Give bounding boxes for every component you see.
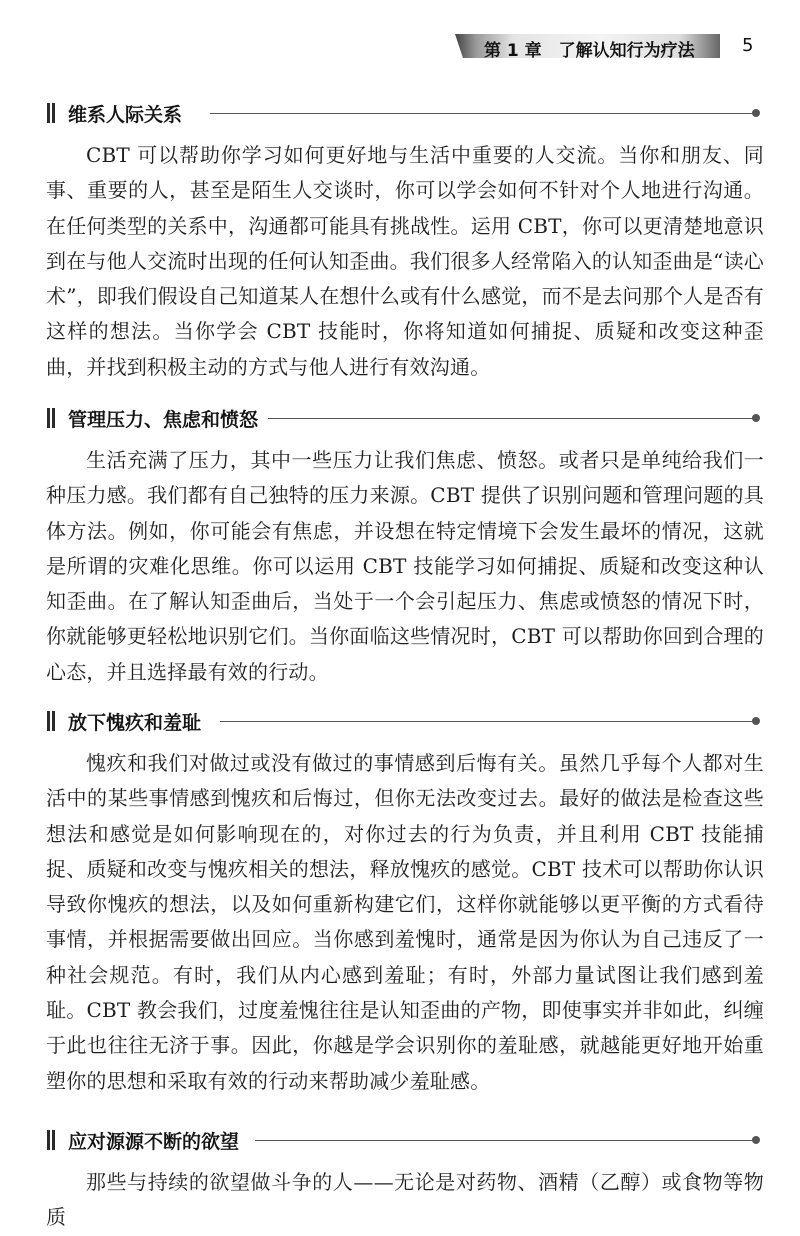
heading-rule bbox=[255, 1140, 756, 1141]
page-number: 5 bbox=[742, 35, 754, 56]
section-title: 管理压力、焦虑和愤怒 bbox=[68, 409, 259, 431]
heading-rule bbox=[210, 113, 756, 114]
section-stress bbox=[0, 403, 800, 684]
heading-dot-icon bbox=[752, 109, 760, 117]
section-relationships bbox=[0, 98, 800, 379]
heading-marker-icon bbox=[47, 103, 57, 123]
heading-marker-icon bbox=[47, 1130, 57, 1150]
heading-marker-icon bbox=[47, 711, 57, 731]
section-heading bbox=[0, 403, 800, 435]
heading-dot-icon bbox=[752, 717, 760, 725]
section-heading bbox=[0, 1125, 800, 1157]
section-guilt-shame bbox=[0, 706, 800, 1093]
section-title: 维系人际关系 bbox=[68, 104, 183, 126]
section-title: 应对源源不断的欲望 bbox=[68, 1131, 240, 1153]
section-cravings bbox=[0, 1125, 800, 1230]
section-body: 愧疚和我们对做过或没有做过的事情感到后悔有关。虽然几乎每个人都对生活中的某些事情感到愧疚和后悔过，但你无法改变过去。最好的做法是检查这些想法和感觉是如何影响现在的，对你过去的行为负责，并且利用 CBT 技能捕捉、质疑和改变与愧疚相关的想法，释放愧疚的感觉。CBT 技术可以帮助你认识导致你愧疚的想法，以及如何重新构建它们，这样你就能够以更平衡的方式看待事情，并根据需要做出回应。当你感到羞愧时，通常是因为你认为自己违反了一种社会规范。有时，我们从内心感到羞耻；有时，外部力量试图让我们感到羞耻。CBT 教会我们，过度羞愧往往是认知歪曲的产物，即使事实并非如此，纠缠于此也往往无济于事。因此，你越是学会识别你的羞耻感，就越能更好地开始重塑你的思想和采取有效的行动来帮助减少羞耻感。 bbox=[46, 751, 764, 1093]
section-title: 放下愧疚和羞耻 bbox=[68, 712, 202, 734]
heading-rule bbox=[268, 418, 756, 419]
section-heading bbox=[0, 706, 800, 738]
section-body: CBT 可以帮助你学习如何更好地与生活中重要的人交流。当你和朋友、同事、重要的人，甚至是陌生人交谈时，你可以学会如何不针对个人地进行沟通。在任何类型的关系中，沟通都可能具有挑战性。运用 CBT，你可以更清楚地意识到在与他人交流时出现的任何认知歪曲。我们很多人经常陷入的认知歪曲是“读心术”，即我们假设自己知道某人在想什么或有什么感觉，而不是去问那个人是否有这样的想法。当你学会 CBT 技能时，你将知道如何捕捉、质疑和改变这种歪曲，并找到积极主动的方式与他人进行有效沟通。 bbox=[46, 143, 764, 379]
heading-dot-icon bbox=[752, 414, 760, 422]
section-heading bbox=[0, 98, 800, 130]
heading-dot-icon bbox=[752, 1136, 760, 1144]
section-body: 那些与持续的欲望做斗争的人——无论是对药物、酒精（乙醇）或食物等物质 bbox=[46, 1170, 764, 1230]
heading-marker-icon bbox=[47, 408, 57, 428]
section-body: 生活充满了压力，其中一些压力让我们焦虑、愤怒。或者只是单纯给我们一种压力感。我们都有自己独特的压力来源。CBT 提供了识别问题和管理问题的具体方法。例如，你可能会有焦虑，并设想在特定情境下会发生最坏的情况，这就是所谓的灾难化思维。你可以运用 CBT 技能学习如何捕捉、质疑和改变这种认知歪曲。在了解认知歪曲后，当处于一个会引起压力、焦虑或愤怒的情况下时，你就能够更轻松地识别它们。当你面临这些情况时，CBT 可以帮助你回到合理的心态，并且选择最有效的行动。 bbox=[46, 448, 764, 684]
heading-rule bbox=[220, 721, 756, 722]
running-header bbox=[0, 30, 800, 70]
chapter-title: 第 1 章 了解认知行为疗法 bbox=[484, 41, 695, 61]
